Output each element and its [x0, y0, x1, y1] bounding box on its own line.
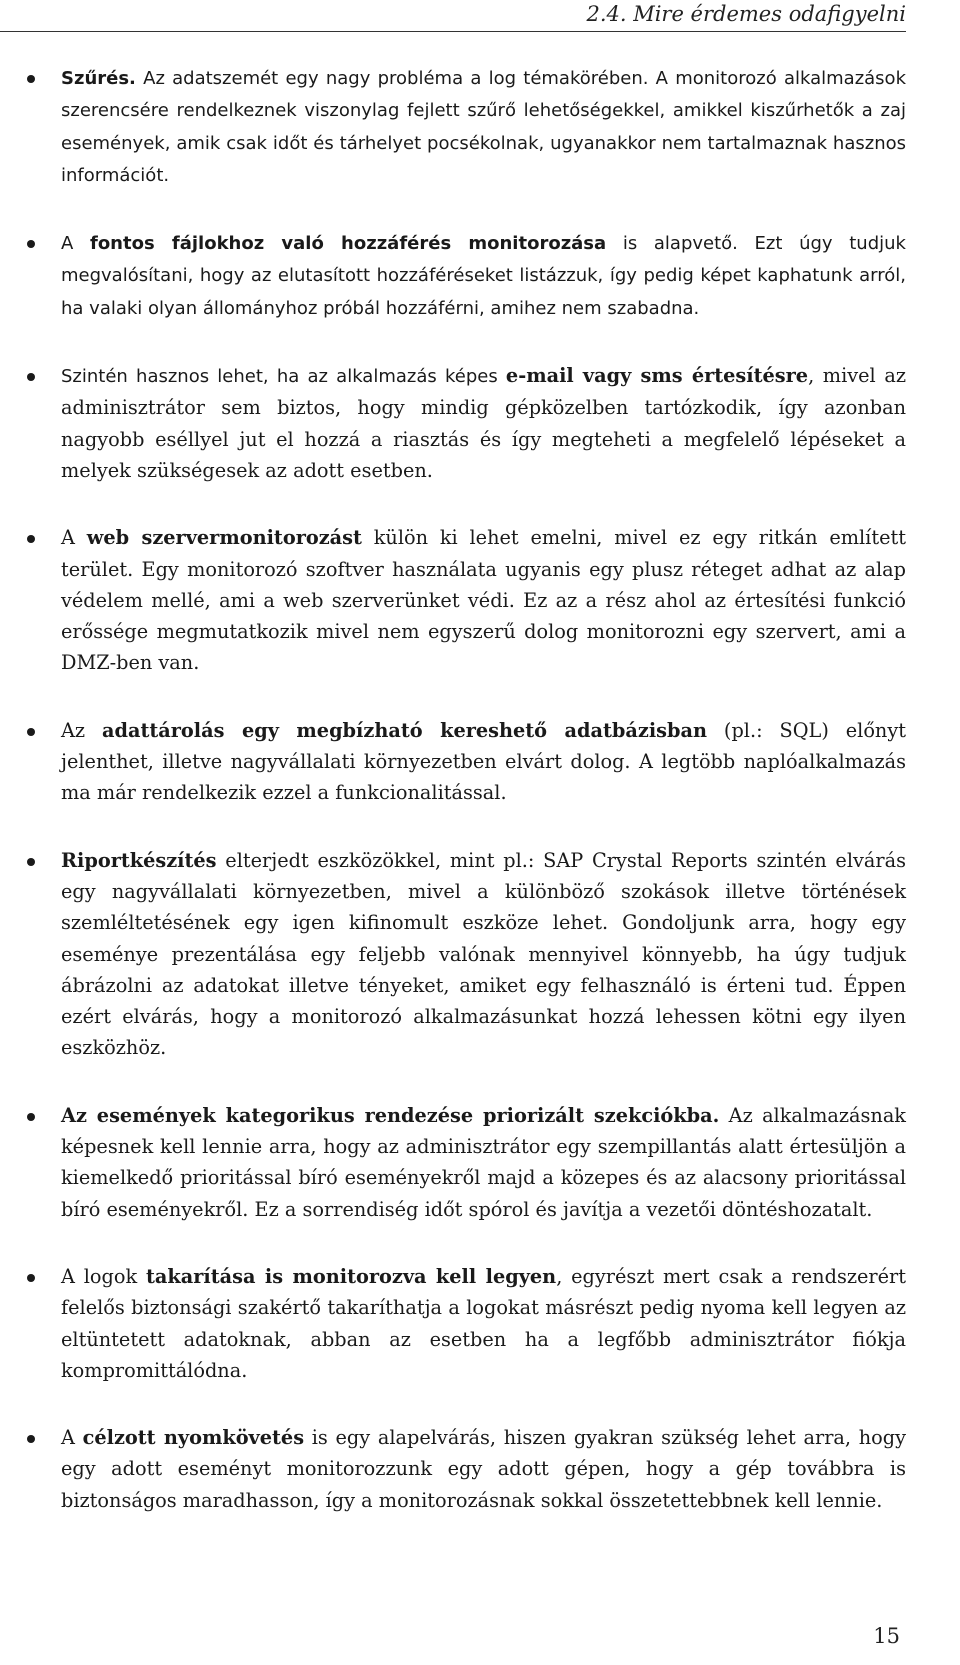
body-text: is egy alapelvárás, hiszen gyakran szükség lehet arra, hogy egy adott eseményt monitorozzunk egy adott gépen, hogy a gép továbbra is biztonságos maradhasson, így a monitorozásnak sokkal összetettebbnek kell lennie. — [61, 1426, 906, 1512]
bullet-item — [0, 715, 906, 809]
highlighted-term: célzott nyomkövetés — [82, 1426, 305, 1450]
body-text: elterjedt eszközökkel, mint pl.: SAP Crystal Reports szintén elvárás egy nagyvállalati környezetben, mivel a különböző szokások illetve történések szemléltetésének egy igen kifinomult eszköze lehet. Gondoljunk arra, hogy egy eseménye prezentálása egy feljebb valónak mennyivel könnyebb, ha úgy tudjuk ábrázolni az adatokat illetve tényeket, amiket egy felhasználó is érteni tud. Éppen ezért elvárás, hogy a monitorozó alkalmazásunkat hozzá lehessen kötni egy ilyen eszközhöz. — [61, 848, 906, 1060]
bullet-item — [0, 845, 906, 1064]
bullet-dot-icon — [27, 75, 35, 83]
running-header: 2.4. Mire érdemes odafigyelni — [586, 2, 906, 26]
highlighted-term: Riportkészítés — [61, 848, 217, 872]
body-text: A — [61, 1426, 83, 1450]
body-text: is alapvető. — [606, 233, 738, 255]
bullet-list — [0, 62, 906, 1552]
bullet-item — [0, 62, 906, 191]
bullet-dot-icon — [27, 1113, 35, 1121]
body-text: A — [61, 233, 90, 255]
bullet-item — [0, 360, 906, 486]
bullet-item — [0, 1261, 906, 1386]
bullet-item — [0, 1100, 906, 1225]
body-text: Ezt úgy tudjuk megvalósítani, hogy az elutasított hozzáféréseket listázzuk, így pedig képet kaphatunk arról, ha valaki olyan állományhoz próbál hozzáférni, amihez nem szabadna. — [61, 233, 906, 319]
body-text: A — [61, 526, 87, 550]
highlighted-term: web szervermonitorozást — [86, 526, 362, 550]
body-text: külön ki lehet emelni, mivel ez egy ritkán említett terület. Egy monitorozó szoftver használata ugyanis egy plusz réteget adhat az alap védelem mellé, ami a web szerverünket védi. Ez az a rész ahol az értesítési funkció erőssége megmutatkozik mivel nem egyszerű dolog monitorozni egy szervert, ami a DMZ-ben van. — [61, 526, 906, 675]
highlighted-term: Az események kategorikus rendezése priorizált szekciókba. — [61, 1103, 720, 1127]
bullet-dot-icon — [27, 373, 35, 381]
body-text: Szintén hasznos lehet, ha az alkalmazás képes — [61, 366, 506, 388]
bullet-dot-icon — [27, 240, 35, 248]
body-text: , mivel az adminisztrátor sem biztos, hogy mindig gépközelben tartózkodik, így azonban nagyobb eséllyel jut el hozzá a riasztás és így megteheti a megfelelő lépéseket a melyek szükségesek az adott esetben. — [61, 364, 906, 482]
bullet-dot-icon — [27, 858, 35, 866]
body-text: A logok — [61, 1264, 146, 1288]
highlighted-term: fontos fájlokhoz való hozzáférés monitorozása — [89, 233, 607, 255]
highlighted-term: e-mail vagy sms értesítésre — [505, 364, 809, 388]
body-text: Az adatszemét egy nagy probléma a log témakörében. A monitorozó alkalmazások szerencsére rendelkeznek viszonylag fejlett szűrő lehetőségekkel, amikkel kiszűrhetők a zaj események, amik csak időt és tárhelyet pocsékolnak, ugyanakkor nem tartalmaznak hasznos információt. — [61, 68, 906, 186]
bullet-item — [0, 227, 906, 324]
bullet-item — [0, 522, 906, 678]
bullet-dot-icon — [27, 535, 35, 543]
bullet-dot-icon — [27, 728, 35, 736]
highlighted-term: Szűrés. — [61, 68, 136, 89]
bullet-dot-icon — [27, 1435, 35, 1443]
bullet-item — [0, 1422, 906, 1516]
highlighted-term: takarítása is monitorozva kell legyen — [146, 1264, 557, 1288]
highlighted-term: adattárolás egy megbízható kereshető adatbázisban — [102, 718, 708, 742]
page-number: 15 — [873, 1624, 900, 1648]
body-text: Az alkalmazásnak képesnek kell lennie arra, hogy az adminisztrátor egy szempillantás alatt értesüljön a kiemelkedő prioritással bíró eseményekről majd a közepes és az alacsony prioritással bíró eseményekről. Ez a sorrendiség időt spórol és javítja a vezetői döntéshozatalt. — [61, 1103, 906, 1221]
body-text: , egyrészt mert csak a rendszerért felelős biztonsági szakértő takaríthatja a logokat másrészt pedig nyoma kell legyen az eltüntetett adatoknak, abban az esetben ha a legfőbb adminisztrátor fiókja kompromittálódna. — [61, 1264, 907, 1382]
bullet-dot-icon — [27, 1274, 35, 1282]
body-text: (pl.: SQL) előnyt jelenthet, illetve nagyvállalati környezetben elvárt dolog. A legtöbb naplóalkalmazás ma már rendelkezik ezzel a funkcionalitással. — [61, 718, 906, 805]
header-rule — [0, 31, 906, 32]
body-text: Az — [61, 718, 102, 742]
